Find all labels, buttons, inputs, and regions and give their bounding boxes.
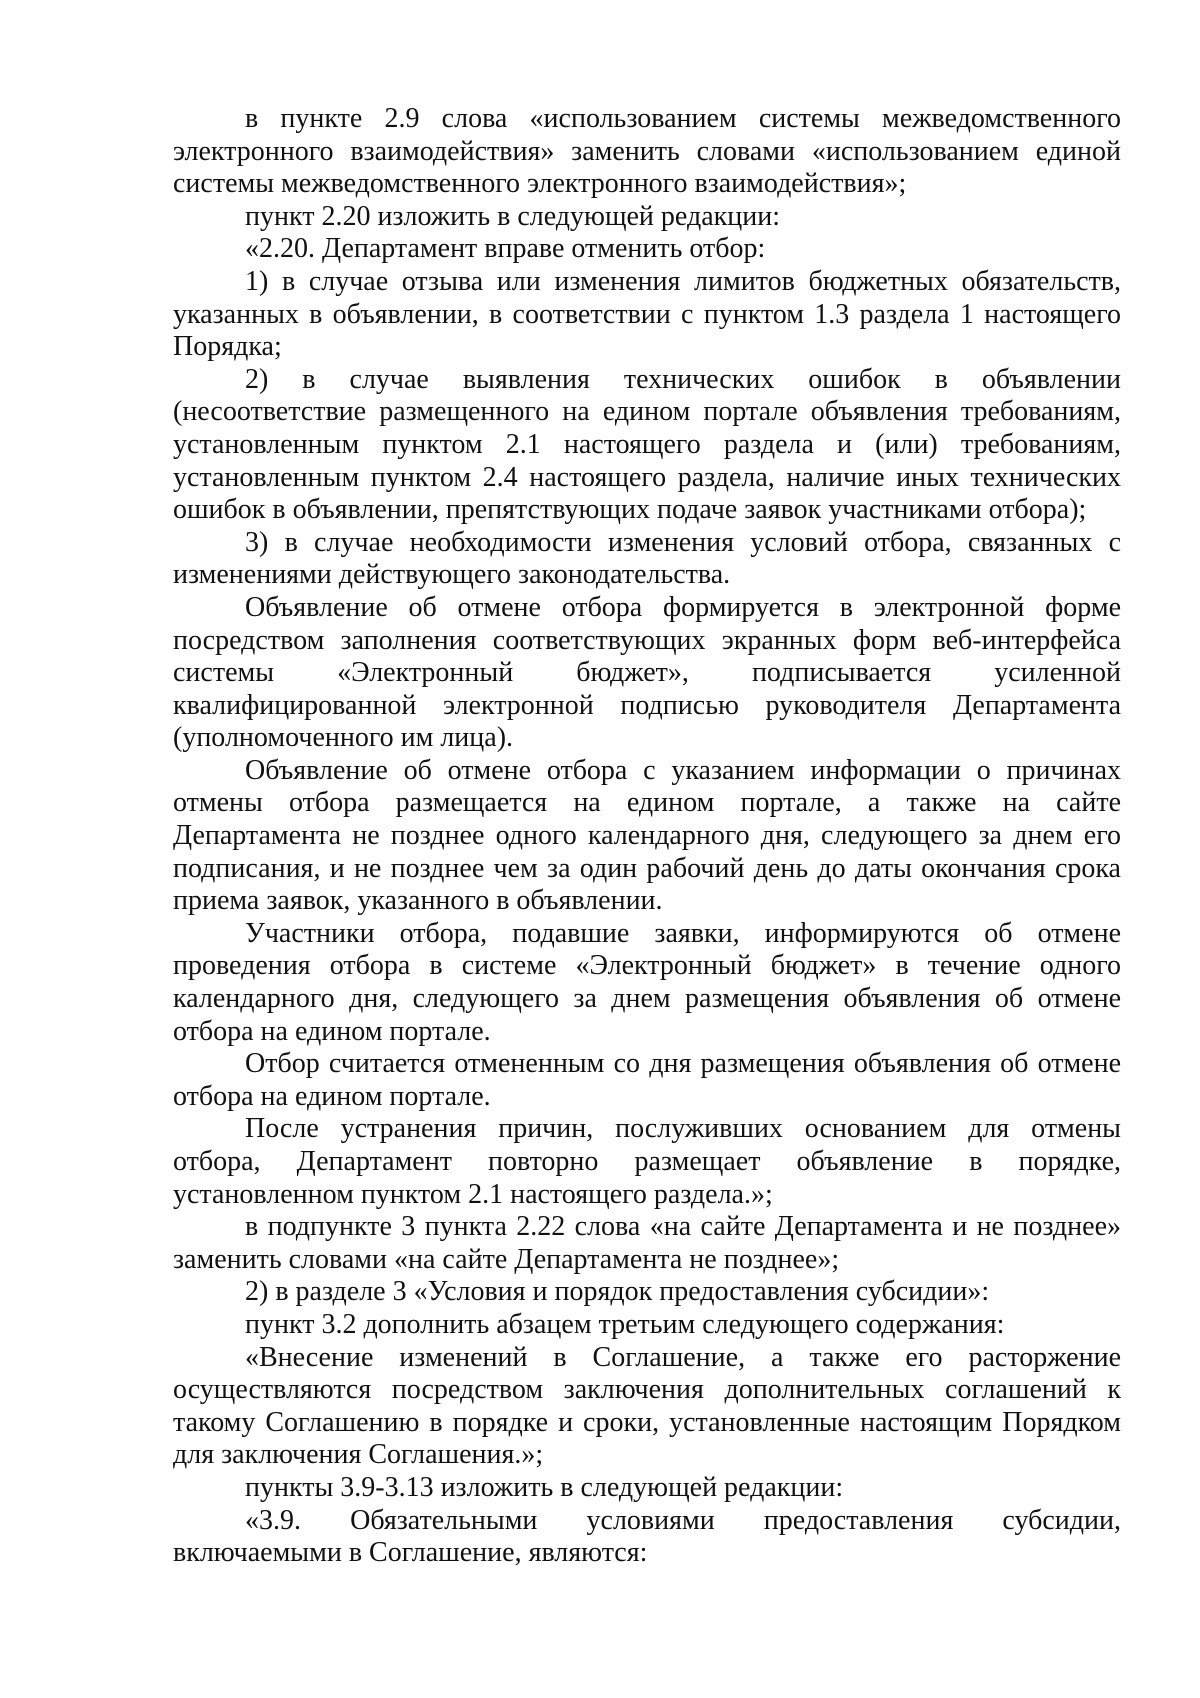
paragraph: 3) в случае необходимости изменения условий отбора, связанных с изменениями действующего законодательства.: [173, 526, 1121, 591]
paragraph: в подпункте 3 пункта 2.22 слова «на сайте Департамента и не позднее» заменить словами «на сайте Департамента не позднее»;: [173, 1211, 1121, 1275]
paragraph: в пункте 2.9 слова «использованием системы межведомственного электронного взаимодействия» заменить словами «использованием единой системы межведомственного электронного взаимодействия»;: [173, 103, 1121, 200]
paragraph: Отбор считается отмененным со дня размещения объявления об отмене отбора на едином портале.: [173, 1048, 1121, 1112]
document-body: [173, 103, 1121, 1570]
paragraph: пункты 3.9-3.13 изложить в следующей редакции:: [245, 1471, 844, 1503]
paragraph: 2) в разделе 3 «Условия и порядок предоставления субсидии»:: [245, 1276, 990, 1308]
paragraph: пункт 3.2 дополнить абзацем третьим следующего содержания:: [245, 1308, 1005, 1340]
paragraph: «2.20. Департамент вправе отменить отбор:: [245, 233, 766, 265]
paragraph: пункт 2.20 изложить в следующей редакции:: [245, 200, 780, 232]
paragraph: 1) в случае отзыва или изменения лимитов бюджетных обязательств, указанных в объявлении, в соответствии с пунктом 1.3 раздела 1 настоящего Порядка;: [173, 265, 1121, 363]
paragraph: Участники отбора, подавшие заявки, информируются об отмене проведения отбора в системе «Электронный бюджет» в течение одного календарного дня, следующего за днем размещения объявления об отмене отбора на едином портале.: [173, 917, 1121, 1047]
paragraph: «Внесение изменений в Соглашение, а также его расторжение осуществляются посредством заключения дополнительных соглашений к такому Соглашению в порядке и сроки, установленные настоящим Порядком для заключения Соглашения.»;: [173, 1341, 1121, 1471]
paragraph: Объявление об отмене отбора формируется в электронной форме посредством заполнения соответствующих экранных форм веб-интерфейса системы «Электронный бюджет», подписывается усиленной квалифицированной электронной подписью руководителя Департамента (уполномоченного им лица).: [173, 591, 1121, 754]
paragraph: «3.9. Обязательными условиями предоставления субсидии, включаемыми в Соглашение, являются:: [173, 1504, 1121, 1569]
paragraph: Объявление об отмене отбора с указанием информации о причинах отмены отбора размещается на едином портале, а также на сайте Департамента не позднее одного календарного дня, следующего за днем его подписания, и не позднее чем за один рабочий день до даты окончания срока приема заявок, указанного в объявлении.: [173, 754, 1121, 917]
paragraph: 2) в случае выявления технических ошибок в объявлении (несоответствие размещенного на едином портале объявления требованиям, установленным пунктом 2.1 настоящего раздела и (или) требованиям, установленным пунктом 2.4 настоящего раздела, наличие иных технических ошибок в объявлении, препятствующих подаче заявок участниками отбора);: [173, 363, 1121, 526]
paragraph: После устранения причин, послуживших основанием для отмены отбора, Департамент повторно размещает объявление в порядке, установленном пунктом 2.1 настоящего раздела.»;: [173, 1113, 1121, 1210]
